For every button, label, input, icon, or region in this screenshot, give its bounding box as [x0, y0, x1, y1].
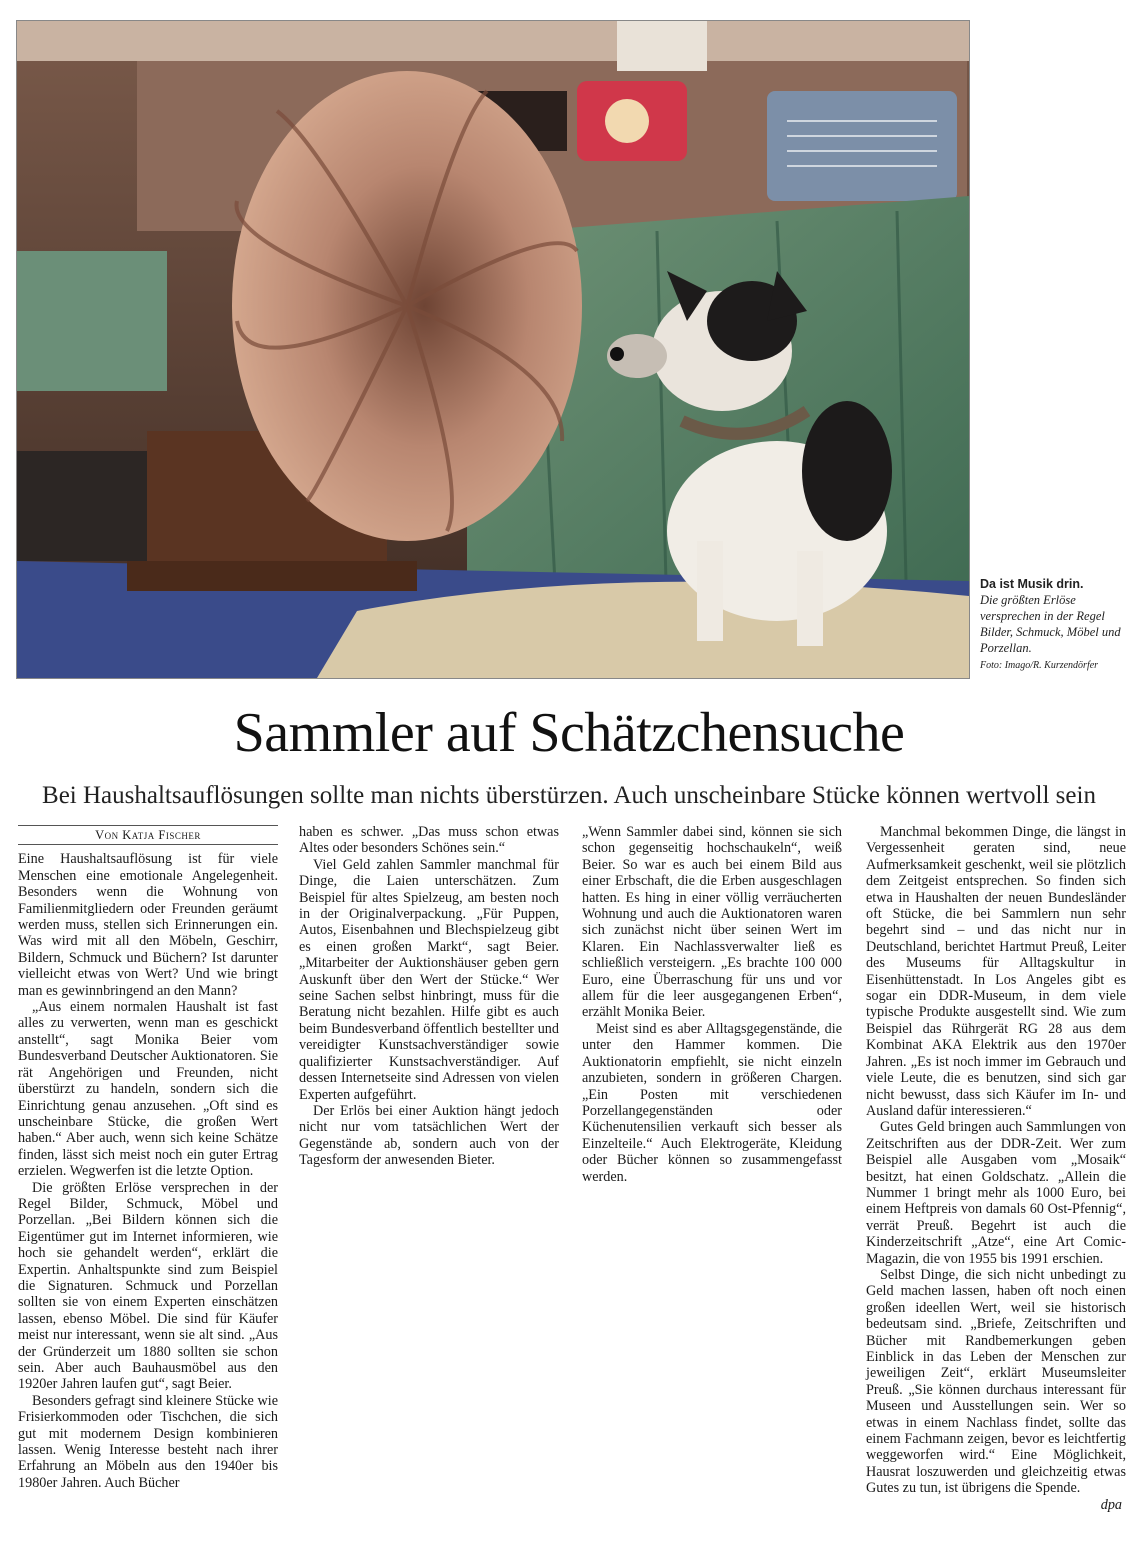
paragraph: Eine Haushaltsauflösung ist für viele Menschen eine emotionale Angelegenheit. Besonders wenn die Wohnung von Familienmitgliedern oder Freunden geräumt werden muss, stellen sich Erinnerungen ein. Was wird mit all den Möbeln, Geschirr, Bildern, Schmuck und Büchern? Ist darunter vielleicht etwas von Wert? Und wie bringt man es gewinnbringend an den Mann?	[18, 851, 278, 999]
paragraph: Manchmal bekommen Dinge, die längst in Vergessenheit geraten sind, neue Aufmerksamkeit geschenkt, weil sie plötzlich dem Zeitgeist entsprechen. So finden sich etwa in Haushalten der neuen Bundesländer oft Stücke, die bei Sammlern nun sehr begehrt sind – und das nicht nur in Deutschland, berichtet Hartmut Preuß, Leiter des Museums für Alltagskultur in Eisenhüttenstadt. In Los Angeles gibt es sogar ein DDR-Museum, in dem viele typische Produkte ausgestellt sind. Wie zum Beispiel das Rührgerät RG 28 aus dem Kombinat AKA Elektrik aus den 1970er Jahren. „Es ist noch immer im Gebrauch und viele Leute, die es benutzen, sind sich gar nicht bewusst, dass sich Käufer im In- und Ausland dafür interessieren.“	[866, 824, 1126, 1119]
paragraph: „Wenn Sammler dabei sind, können sie sich schon gegenseitig hochschaukeln“, weiß Beier. So war es auch bei einem Bild aus einer Erbschaft, die die Erben ausgeschlagen hatten. Es hing in einer völlig verräucherten Wohnung und auch die Auktionatoren waren sich zunächst nicht über seinen Wert im Klaren. Ein Nachlassverwalter ließ es schließlich versteigern. „Es brachte 100 000 Euro, eine Überraschung für uns und vor allem für die leer ausgegangenen Erben“, erzählt Monika Beier.	[582, 824, 842, 1021]
subheadline: Bei Haushaltsauflösungen sollte man nichts überstürzen. Auch unscheinbare Stücke können wertvoll sein	[42, 782, 1096, 809]
article-column-2	[299, 824, 559, 1169]
paragraph: haben es schwer. „Das muss schon etwas Altes oder besonders Schönes sein.“	[299, 824, 559, 857]
paragraph: „Aus einem normalen Haushalt ist fast alles zu verwerten, wenn man es geschickt anstellt“, sagt Monika Beier vom Bundesverband Deutscher Auktionatoren. Sie rät Angehörigen und Freunden, nicht überstürzt zu handeln, sondern sich die Einrichtung genau anzusehen. „Oft sind es unscheinbare Stücke, die großen Wert haben.“ Aber auch, wenn sich keine Schätze finden, lässt sich meist noch ein guter Ertrag erzielen. Wegwerfen ist die letzte Option.	[18, 999, 278, 1180]
article-column-1	[18, 825, 278, 1491]
article-column-4	[866, 824, 1126, 1513]
agency-signature: dpa	[1100, 1496, 1122, 1513]
gramophone-dog-illustration	[17, 21, 969, 678]
caption-text: Die größten Erlöse versprechen in der Regel Bilder, Schmuck, Möbel und Porzellan.	[980, 593, 1121, 655]
headline: Sammler auf Schätzchensuche	[233, 702, 905, 764]
article-photo	[16, 20, 970, 679]
photo-credit: Foto: Imago/R. Kurzendörfer	[980, 660, 1099, 671]
paragraph: Gutes Geld bringen auch Sammlungen von Zeitschriften aus der DDR-Zeit. Wer zum Beispiel alle Ausgaben vom „Mosaik“ besitzt, hat einen Goldschatz. „Allein die Nummer 1 bringt mehr als 1000 Euro, bei einem Heftpreis von damals 60 Ost-Pfennig“, verrät Preuß. Begehrt ist auch die Kinderzeitschrift „Atze“, eine Art Comic-Magazin, die von 1955 bis 1991 erschien.	[866, 1119, 1126, 1267]
paragraph: Selbst Dinge, die sich nicht unbedingt zu Geld machen lassen, haben oft noch einen großen ideellen Wert, weil sie historisch bedeutsam sind. „Briefe, Zeitschriften und Bücher mit Randbemerkungen geben Einblick in das Leben der Menschen zur jeweiligen Zeit“, erklärt Museumsleiter Preuß. „Sie können durchaus interessant für Museen und Ausstellungen sein. Wer so etwas in einem Nachlass findet, sollte das einem Fachmann zeigen, bevor es leichtfertig weggeworfen wird.“ Eine Möglichkeit, Hausrat loszuwerden und gleichzeitig etwas Gutes zu tun, ist übrigens die Spende.	[866, 1266, 1126, 1497]
caption-title: Da ist Musik drin.	[980, 577, 1084, 591]
byline: Von Katja Fischer	[18, 825, 278, 845]
photo-caption	[980, 576, 1130, 674]
paragraph: Meist sind es aber Alltagsgegenstände, die unter den Hammer kommen. Die Auktionatorin empfiehlt, sie nicht einzeln anzubieten, sondern in größeren Chargen. „Ein Posten mit verschiedenen Porzellangegenständen oder Küchenutensilien verkauft sich besser als Einzelteile.“ Auch Elektrogeräte, Kleidung oder Bücher können so zusammengefasst werden.	[582, 1020, 842, 1185]
article-column-3	[582, 824, 842, 1185]
paragraph: Viel Geld zahlen Sammler manchmal für Dinge, die Laien unterschätzen. Zum Beispiel für altes Spielzeug, am besten noch in der Originalverpackung. „Für Puppen, Autos, Eisenbahnen und Blechspielzeug gibt es einen großen Markt“, sagt Beier. „Mitarbeiter der Auktionshäuser geben gern Auskunft über den Wert der Stücke.“ Wer seine Sachen selbst hinbringt, muss für die Beratung nicht bezahlen. Hilfe gibt es auch beim Bundesverband öffentlich bestellter und vereidigter Kunstsachverständiger sowie qualifizierter Kunstsachverständiger. Auf dessen Internetseite sind Adressen von vielen Experten aufgeführt.	[299, 856, 559, 1103]
paragraph: Die größten Erlöse versprechen in der Regel Bilder, Schmuck, Möbel und Porzellan. „Bei Bildern können sich die Eigentümer gut im Internet informieren, wie hoch sie gehandelt werden“, erklärt die Expertin. Anhaltspunkte sind zum Beispiel die Signaturen. Schmuck und Porzellan sollten sie von einem Experten einschätzen lassen, ebenso Möbel. Die sind für Käufer meist nur interessant, wenn sie alt sind. „Aus der Gründerzeit um 1880 sollten sie schon sein. Aber auch Bauhausmöbel aus den 1920er Jahren laufen gut“, sagt Beier.	[18, 1179, 278, 1393]
paragraph: Besonders gefragt sind kleinere Stücke wie Frisierkommoden oder Tischchen, die sich gut mit modernem Design kombinieren lassen. Wenig Interesse besteht nach ihrer Erfahrung an Möbeln aus den 1940er bis 1980er Jahren. Auch Bücher	[18, 1392, 278, 1491]
paragraph: Der Erlös bei einer Auktion hängt jedoch nicht nur vom tatsächlichen Wert der Gegenstände ab, sondern auch von der Tagesform der anwesenden Bieter.	[299, 1102, 559, 1169]
